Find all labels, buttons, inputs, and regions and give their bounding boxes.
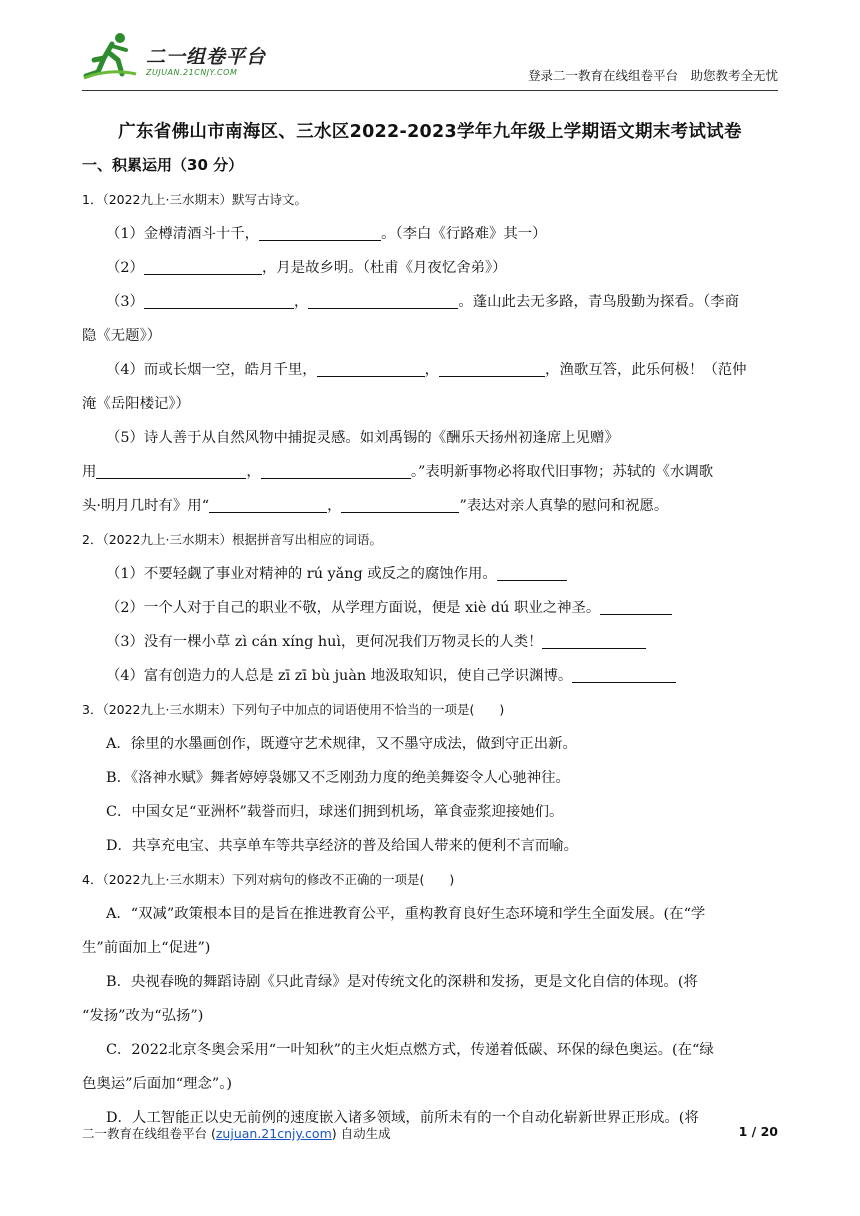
q3-option-a[interactable]: A．徐里的水墨画创作，既遵守艺术规律，又不墨守成法，做到守正出新。	[106, 736, 577, 752]
question-4-head: 4．（2022九上·三水期末）下列对病句的修改不正确的一项是( )	[82, 872, 455, 887]
q1-item-2: （2） ，月是故乡明。（杜甫《月夜忆舍弟》）	[106, 260, 507, 276]
q1-item-3-cont: 隐《无题》）	[82, 328, 162, 344]
answer-blank[interactable]	[600, 600, 672, 615]
answer-blank[interactable]	[542, 634, 646, 649]
q2-item-4: （4）富有创造力的人总是 zī zī bù juàn 地汲取知识，使自己学识渊博。	[82, 659, 778, 693]
q2-item-3: （3）没有一棵小草 zì cán xíng huì，更何况我们万物灵长的人类！	[82, 625, 778, 659]
q3-option-b[interactable]: B．《洛神水赋》舞者婷婷袅娜又不乏刚劲力度的绝美舞姿令人心驰神往。	[106, 770, 570, 786]
header-divider	[82, 90, 778, 91]
q1-item-5-cont2: 头·明月几时有》用“ ， ”表达对亲人真挚的慰问和祝愿。	[82, 498, 669, 514]
question-1-head: 1．（2022九上·三水期末）默写古诗文。	[82, 192, 307, 207]
answer-blank[interactable]	[572, 668, 676, 683]
q2-item-1: （1）不要轻觑了事业对精神的 rú yǎng 或反之的腐蚀作用。	[82, 557, 778, 591]
q4-option-b-cont: “发扬”改为“弘扬”)	[82, 1008, 204, 1024]
question-2-head: 2．（2022九上·三水期末）根据拼音写出相应的词语。	[82, 532, 382, 547]
question-3-head: 3．（2022九上·三水期末）下列句子中加点的词语使用不恰当的一项是( )	[82, 702, 505, 717]
answer-blank[interactable]	[96, 464, 246, 479]
q1-item-5-cont: 用 ， 。”表明新事物必将取代旧事物；苏轼的《水调歌	[82, 464, 714, 480]
q1-item-3: （3） ， 。蓬山此去无多路，青鸟殷勤为探看。（李商	[106, 294, 739, 310]
logo-text: 二一组卷平台	[146, 46, 267, 68]
answer-blank[interactable]	[261, 464, 411, 479]
answer-blank[interactable]	[259, 226, 381, 241]
logo-subtext: ZUJUAN.21CNJY.COM	[146, 68, 238, 77]
q1-item-1: （1）金樽清酒斗十千， 。（李白《行路难》其一）	[106, 226, 547, 242]
answer-blank[interactable]	[308, 294, 458, 309]
q3-option-d[interactable]: D．共享充电宝、共享单车等共享经济的普及给国人带来的便利不言而喻。	[106, 838, 579, 854]
q2-item-2: （2）一个人对于自己的职业不敬，从学理方面说，便是 xiè dú 职业之神圣。	[82, 591, 778, 625]
page-footer: 二一教育在线组卷平台 (zujuan.21cnjy.com) 自动生成	[82, 1126, 391, 1141]
q4-option-b[interactable]: B．央视春晚的舞蹈诗剧《只此青绿》是对传统文化的深耕和发扬，更是文化自信的体现。(将	[106, 974, 698, 990]
page-header	[82, 30, 778, 90]
q4-option-c[interactable]: C．2022北京冬奥会采用“一叶知秋”的主火炬点燃方式，传递着低碳、环保的绿色奥运。(在“绿	[106, 1042, 714, 1058]
section-heading: 一、积累运用（30 分）	[82, 156, 244, 174]
q1-item-4-cont: 淹《岳阳楼记》）	[82, 396, 190, 412]
q4-option-d[interactable]: D．人工智能正以史无前例的速度嵌入诸多领域，前所未有的一个自动化崭新世界正形成。(将	[106, 1110, 699, 1126]
page-title: 广东省佛山市南海区、三水区2022-2023学年九年级上学期语文期末考试试卷	[118, 122, 742, 142]
answer-blank[interactable]	[144, 260, 262, 275]
q1-item-5: （5）诗人善于从自然风物中捕捉灵感。如刘禹锡的《酬乐天扬州初逢席上见赠》	[106, 430, 619, 446]
footer-link[interactable]: zujuan.21cnjy.com	[215, 1126, 332, 1141]
runner-logo-icon	[82, 30, 138, 82]
page-number: 1 / 20	[738, 1124, 778, 1139]
q4-option-c-cont: 色奥运”后面加“理念”。)	[82, 1076, 233, 1092]
answer-blank[interactable]	[317, 362, 425, 377]
answer-blank[interactable]	[497, 566, 567, 581]
answer-blank[interactable]	[341, 498, 459, 513]
q4-option-a-cont: 生”前面加上“促进”)	[82, 940, 211, 956]
answer-blank[interactable]	[439, 362, 545, 377]
question-content	[82, 183, 778, 1135]
header-slogan: 登录二一教育在线组卷平台 助您教考全无忧	[527, 68, 778, 83]
q4-option-a[interactable]: A．“双减”政策根本目的是旨在推进教育公平，重构教育良好生态环境和学生全面发展。(在“学	[106, 906, 706, 922]
answer-blank[interactable]	[209, 498, 327, 513]
answer-blank[interactable]	[144, 294, 294, 309]
q3-option-c[interactable]: C．中国女足“亚洲杯”载誉而归，球迷们拥到机场，箪食壶浆迎接她们。	[106, 804, 564, 820]
q1-item-4: （4）而或长烟一空，皓月千里， ， ，渔歌互答，此乐何极！（范仲	[106, 362, 747, 378]
